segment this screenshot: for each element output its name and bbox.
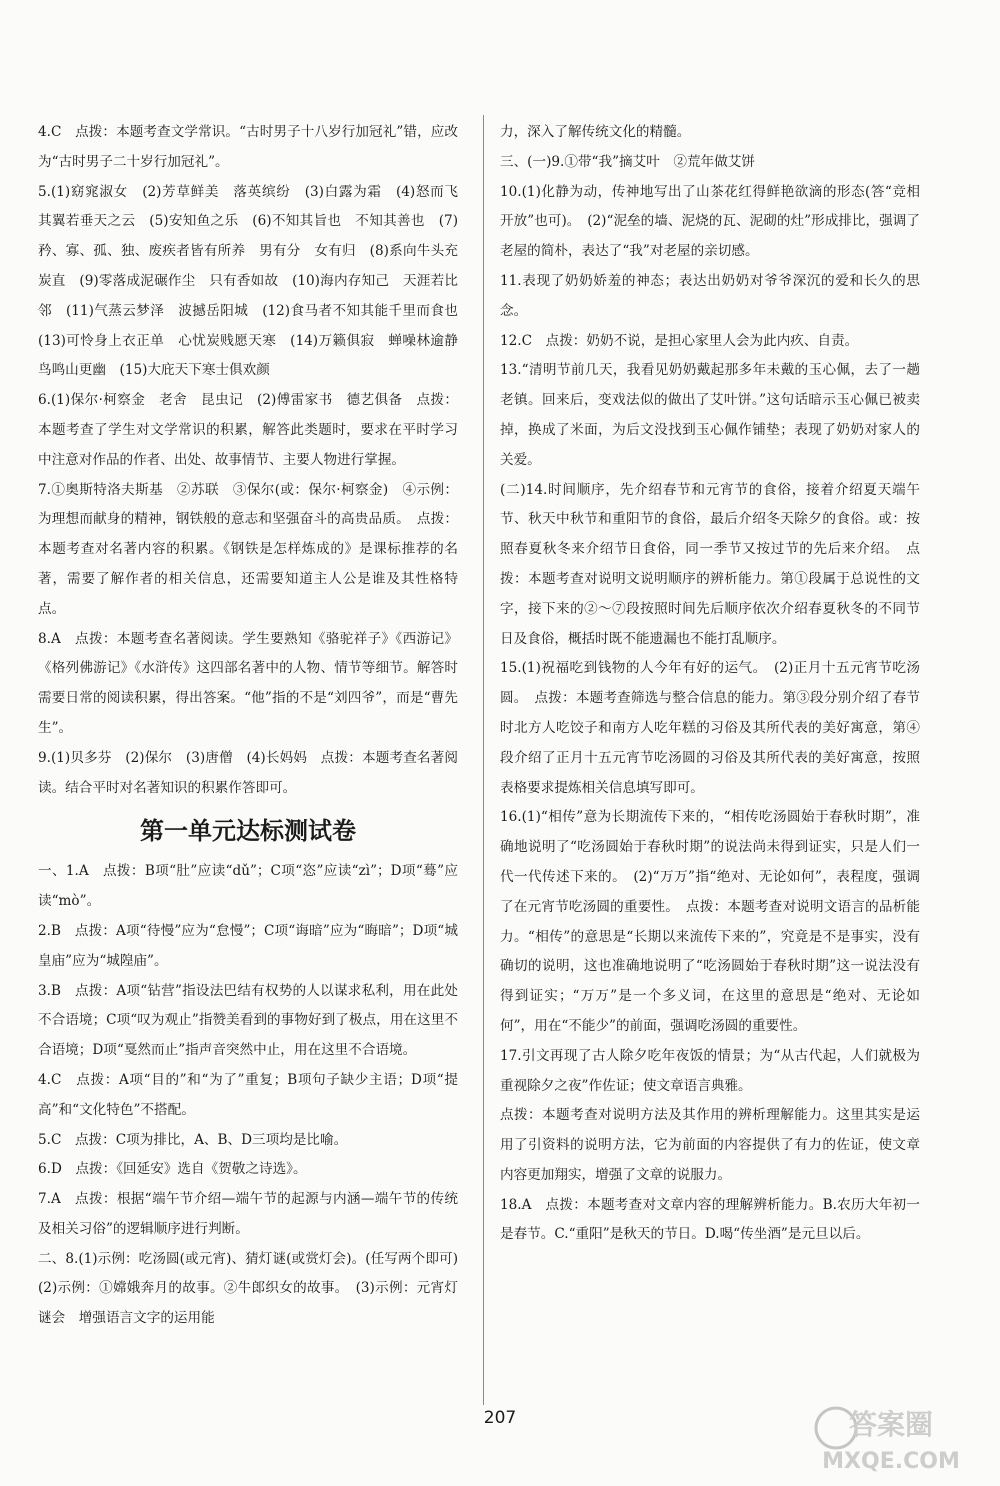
answer-entry: 6.D 点拨：《回延安》选自《贺敬之诗选》。 — [38, 1161, 307, 1178]
watermark-top-text: 答案圈 — [848, 1408, 934, 1441]
answer-entry: 17.引文再现了古人除夕吃年夜饭的情景；为“从古代起，人们就极为重视除夕之夜”作佐证；使文章语言典雅。 — [500, 1047, 920, 1094]
right-column — [500, 118, 920, 1250]
answer-entry: 3.B 点拨：A项“钻营”指设法巴结有权势的人以谋求私利，用在此处不合语境；C项“叹为观止”指赞美看到的事物好到了极点，用在这里不合语境；D项“戛然而止”指声音突然中止，用在这里不合语境。 — [38, 982, 458, 1059]
watermark-logo — [796, 1398, 986, 1478]
answer-entry: 15.(1)祝福吃到钱物的人今年有好的运气。 (2)正月十五元宵节吃汤圆。 点拨：本题考查筛选与整合信息的能力。第③段分别介绍了春节时北方人吃饺子和南方人吃年糕的习俗及其所代表的美好寓意，第④段介绍了正月十五元宵节吃汤圆的习俗及其所代表的美好寓意，按照表格要求提炼相关信息填写即可。 — [500, 660, 920, 796]
answer-entry: 16.(1)“相传”意为长期流传下来的，“相传吃汤圆始于春秋时期”，准确地说明了“吃汤圆始于春秋时期”的说法尚未得到证实，只是人们一代一代传述下来的。 (2)“万万”指“绝对、无论如何”，表程度，强调了在元宵节吃汤圆的重要性。 点拨：本题考查对说明文语言的品析能力。“相传”的意思是“长期以来流传下来的”，究竟是不是事实，没有确切的说明，这也准确地说明了“吃汤圆始于春秋时期”这一说法没有得到证实；“万万”是一个多义词，在这里的意思是“绝对、无论如何”，用在“不能少”的前面，强调吃汤圆的重要性。 — [500, 809, 920, 1034]
answer-entry: 4.C 点拨：A项“目的”和“为了”重复；B项句子缺少主语；D项“提高”和“文化特色”不搭配。 — [38, 1071, 458, 1118]
answer-entry: 点拨：本题考查对说明方法及其作用的辨析理解能力。这里其实是运用了引资料的说明方法，它为前面的内容提供了有力的佐证，使文章内容更加翔实，增强了文章的说服力。 — [500, 1107, 920, 1183]
answer-entry: 9.(1)贝多芬 (2)保尔 (3)唐僧 (4)长妈妈 点拨：本题考查名著阅读。结合平时对名著知识的积累作答即可。 — [38, 749, 458, 796]
answer-entry: 6.(1)保尔·柯察金 老舍 昆虫记 (2)傅雷家书 德艺俱备 点拨：本题考查了学生对文学常识的积累，解答此类题时，要求在平时学习中注意对作品的作者、出处、故事情节、主要人物进行掌握。 — [38, 392, 458, 468]
answer-entry: 10.(1)化静为动，传神地写出了山茶花红得鲜艳欲滴的形态(答“竞相开放”也可)。 (2)“泥垒的墙、泥烧的瓦、泥砌的灶”形成排比，强调了老屋的简朴，表达了“我”对老屋的亲切感。 — [500, 183, 920, 260]
answer-entry: (二)14.时间顺序，先介绍春节和元宵节的食俗，接着介绍夏天端午节、秋天中秋节和重阳节的食俗，最后介绍冬天除夕的食俗。或：按照春夏秋冬来介绍节日食俗，同一季节又按过节的先后来介绍。 点拨：本题考查对说明文说明顺序的辨析能力。第①段属于总说性的文字，接下来的②～⑦段按照时间先后顺序依次介绍春夏秋冬的不同节日及食俗，概括时既不能遗漏也不能打乱顺序。 — [500, 481, 920, 647]
answer-entry: 12.C 点拨：奶奶不说，是担心家里人会为此内疚、自责。 — [500, 332, 859, 349]
answer-entry: 7.A 点拨：根据“端午节介绍—端午节的起源与内涵—端午节的传统及相关习俗”的逻辑顺序进行判断。 — [38, 1191, 458, 1237]
answer-entry: 8.A 点拨：本题考查名著阅读。学生要熟知《骆驼祥子》《西游记》《格列佛游记》《水浒传》这四部名著中的人物、情节等细节。解答时需要日常的阅读积累，得出答案。“他”指的不是“刘四爷”，而是“曹先生”。 — [38, 630, 458, 736]
answer-entry: 二、8.(1)示例：吃汤圆(或元宵)、猜灯谜(或赏灯会)。(任写两个即可) (2)示例：①嫦娥奔月的故事。②牛郎织女的故事。 (3)示例：元宵灯谜会 增强语言文字的运用能 — [38, 1250, 472, 1327]
left-column — [38, 118, 472, 1334]
page-number: 207 — [483, 1408, 517, 1428]
answer-entry: 13.“清明节前几天，我看见奶奶戴起那多年未戴的玉心佩，去了一趟老镇。回来后，变戏法似的做出了艾叶饼。”这句话暗示玉心佩已被卖掉，换成了米面，为后文没找到玉心佩作铺垫；表现了奶奶对家人的关爱。 — [500, 362, 920, 468]
answer-entry: 力，深入了解传统文化的精髓。 — [500, 124, 691, 140]
answer-entry: 7.①奥斯特洛夫斯基 ②苏联 ③保尔(或：保尔·柯察金) ④示例：为理想而献身的精神，钢铁般的意志和坚强奋斗的高贵品质。 点拨：本题考查对名著内容的积累。《钢铁是怎样炼成的》是课标推荐的名著，需要了解作者的相关信息，还需要知道主人公是谁及其性格特点。 — [38, 481, 458, 617]
answer-entry: 18.A 点拨：本题考查对文章内容的理解辨析能力。B.农历大年初一是春节。C.“重阳”是秋天的节日。D.喝“传坐酒”是元旦以后。 — [500, 1196, 920, 1243]
column-divider — [483, 115, 484, 1405]
answer-entry: 4.C 点拨：本题考查文学常识。“古时男子十八岁行加冠礼”错，应改为“古时男子二十岁行加冠礼”。 — [38, 124, 458, 170]
answer-entry: 三、(一)9.①带“我”摘艾叶 ②荒年做艾饼 — [500, 153, 755, 170]
answer-entry: 5.C 点拨：C项为排比，A、B、D三项均是比喻。 — [38, 1131, 348, 1148]
answer-entry: 一、1.A 点拨：B项“肚”应读“dǔ”；C项“恣”应读“zì”；D项“蓦”应读“mò”。 — [38, 863, 458, 910]
section-title: 第一单元达标测试卷 — [140, 817, 356, 846]
answer-entry: 2.B 点拨：A项“待慢”应为“怠慢”；C项“诲暗”应为“晦暗”；D项“城皇庙”应为“城隍庙”。 — [38, 922, 458, 969]
answer-entry: 11.表现了奶奶娇羞的神态；表达出奶奶对爷爷深沉的爱和长久的思念。 — [500, 272, 920, 319]
watermark-bottom-text: MXQE.COM — [822, 1449, 960, 1474]
answer-entry: 5.(1)窈窕淑女 (2)芳草鲜美 落英缤纷 (3)白露为霜 (4)怒而飞 其翼若垂天之云 (5)安知鱼之乐 (6)不知其旨也 不知其善也 (7)矜、寡、孤、独、废疾者皆有所养 男有分 女有归 (8)系向牛头充炭直 (9)零落成泥碾作尘 只有香如故 (10)海内存知己 天涯若比邻 (11)气蒸云梦泽 波撼岳阳城 (12)食马者不知其能千里而食也 (13)可怜身上衣正单 心忧炭贱愿天寒 (14)万籁俱寂 蝉噪林逾静 鸟鸣山更幽 (15)大庇天下寒士俱欢颜 — [38, 183, 472, 379]
